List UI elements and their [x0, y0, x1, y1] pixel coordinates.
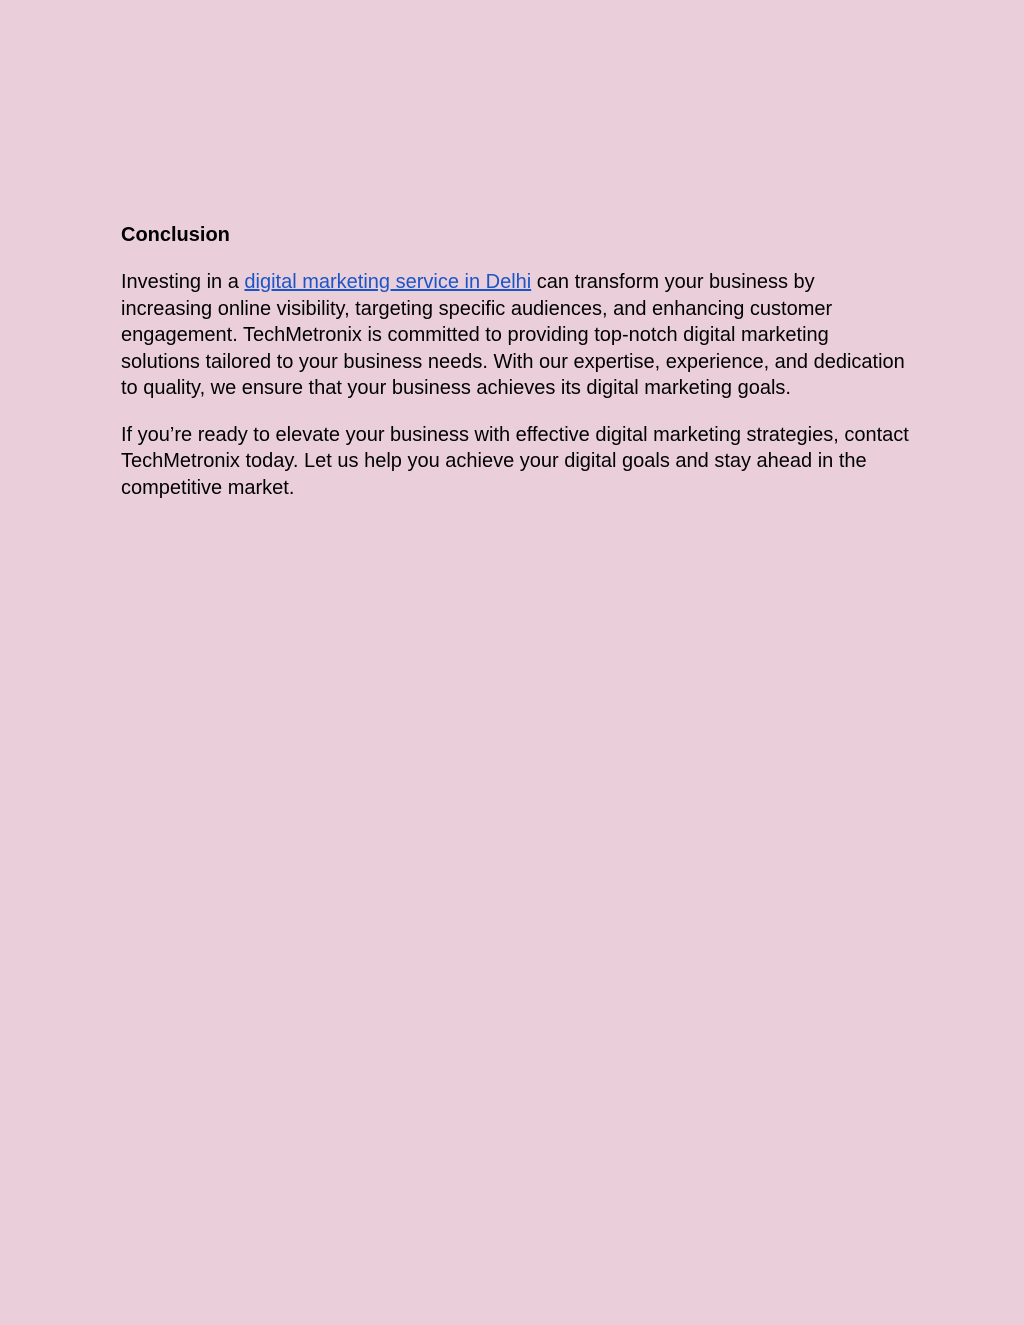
- paragraph-intro: [121, 269, 911, 402]
- digital-marketing-delhi-link[interactable]: digital marketing service in Delhi: [244, 271, 532, 293]
- paragraph-call-to-action: If you’re ready to elevate your business with effective digital marketing strategies, contact TechMetronix today. Let us help you achieve your digital goals and stay ahead in the competitive market.: [121, 423, 909, 499]
- document-body: [121, 222, 911, 521]
- paragraph-intro-text-after-link: can transform your business by increasing online visibility, targeting specific audiences, and enhancing customer engagement. TechMetronix is committed to providing top-notch digital marketing solutions tailored to your business needs. With our expertise, experience, and dedication to quality, we ensure that your business achieves its digital marketing goals.: [121, 271, 905, 399]
- paragraph-intro-text-before-link: Investing in a: [121, 271, 245, 293]
- section-heading: Conclusion: [121, 224, 230, 246]
